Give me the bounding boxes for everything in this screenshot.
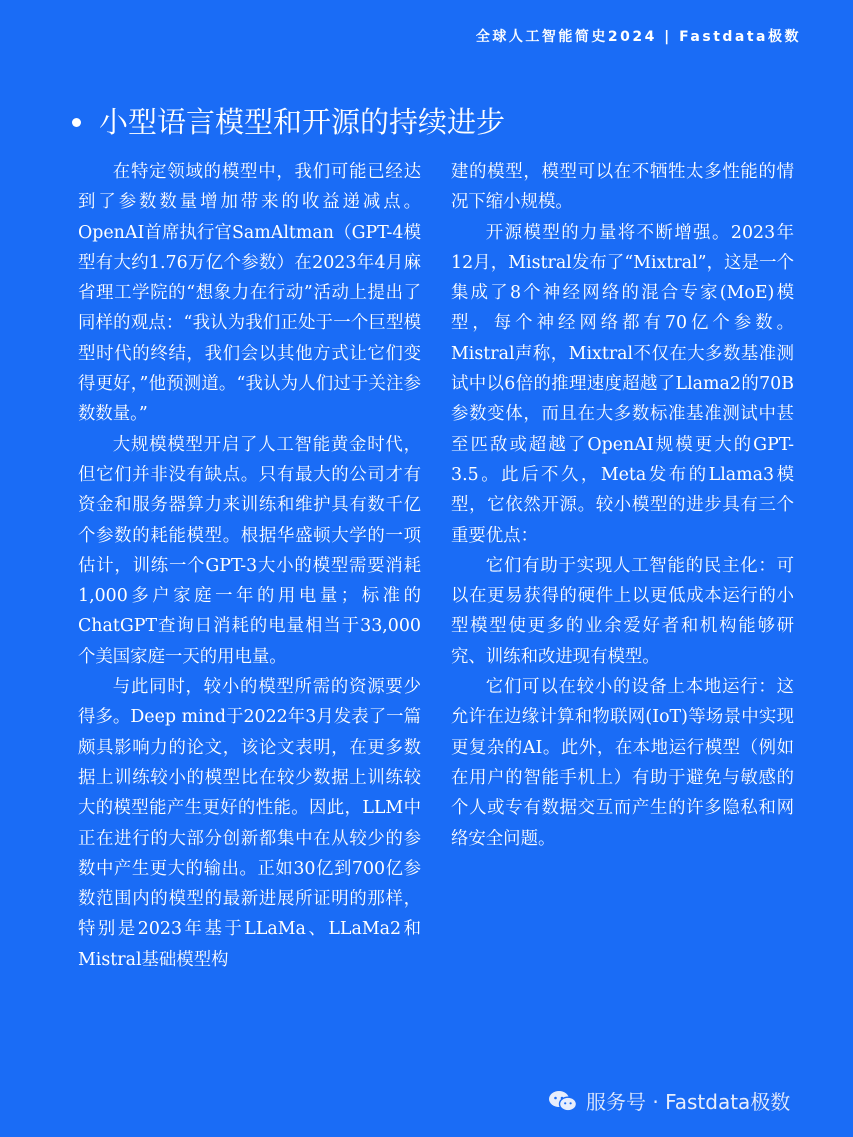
right-paragraph-1: 开源模型的力量将不断增强。2023年12月，Mistral发布了“Mixtral”，这是一个集成了8个神经网络的混合专家(MoE)模型，每个神经网络都有70亿个参数。Mistral声称，Mixtral不仅在大多数基准测试中以6倍的推理速度超越了Llama2的70B参数变体，而且在大多数标准基准测试中甚至匹敌或超越了OpenAI规模更大的GPT-3.5。此后不久，Meta发布的Llama3模型，它依然开源。较小模型的进步具有三个重要优点： <box>451 222 794 546</box>
right-paragraph-3: 它们可以在较小的设备上本地运行：这允许在边缘计算和物联网(IoT)等场景中实现更复杂的AI。此外，在本地运行模型（例如在用户的智能手机上）有助于避免与敏感的个人或专有数据交互而产生的许多隐私和网络安全问题。 <box>451 677 794 849</box>
left-paragraph-1: 在特定领域的模型中，我们可能已经达到了参数数量增加带来的收益递减点。OpenAI首席执行官SamAltman（GPT-4模型有大约1.76万亿个参数）在2023年4月麻省理工学院的“想象力在行动”活动上提出了同样的观点：“我认为我们正处于一个巨型模型时代的终结，我们会以其他方式让它们变得更好，”他预测道。“我认为人们过于关注参数数量。” <box>78 162 421 425</box>
left-column <box>78 157 421 975</box>
bullet-icon <box>72 118 81 127</box>
watermark <box>548 1086 790 1115</box>
left-paragraph-2: 大规模模型开启了人工智能黄金时代，但它们并非没有缺点。只有最大的公司才有资金和服务器算力来训练和维护具有数千亿个参数的耗能模型。根据华盛顿大学的一项估计，训练一个GPT-3大小的模型需要消耗1,000多户家庭一年的用电量；标准的ChatGPT查询日消耗的电量相当于33,000个美国家庭一天的用电量。 <box>78 434 421 667</box>
right-paragraph-continuation: 建的模型，模型可以在不牺牲太多性能的情况下缩小规模。 <box>451 162 794 213</box>
page-header: 全球人工智能简史2024 | Fastdata极数 <box>475 29 801 45</box>
right-column <box>451 157 794 854</box>
right-paragraph-2: 它们有助于实现人工智能的民主化：可以在更易获得的硬件上以更低成本运行的小型模型使更多的业余爱好者和机构能够研究、训练和改进现有模型。 <box>451 555 794 667</box>
watermark-text: 服务号 · Fastdata极数 <box>586 1090 791 1114</box>
section-title: 小型语言模型和开源的持续进步 <box>99 105 506 139</box>
left-paragraph-3: 与此同时，较小的模型所需的资源要少得多。Deep mind于2022年3月发表了一篇颇具影响力的论文，该论文表明，在更多数据上训练较小的模型比在较少数据上训练较大的模型能产生更好的性能。因此，LLM中正在进行的大部分创新都集中在从较少的参数中产生更大的输出。正如30亿到700亿参数范围内的模型的最新进展所证明的那样，特别是2023年基于LLaMa、LLaMa2和Mistral基础模型构 <box>78 677 421 970</box>
section-title-row <box>72 100 505 141</box>
wechat-icon <box>548 1090 578 1112</box>
